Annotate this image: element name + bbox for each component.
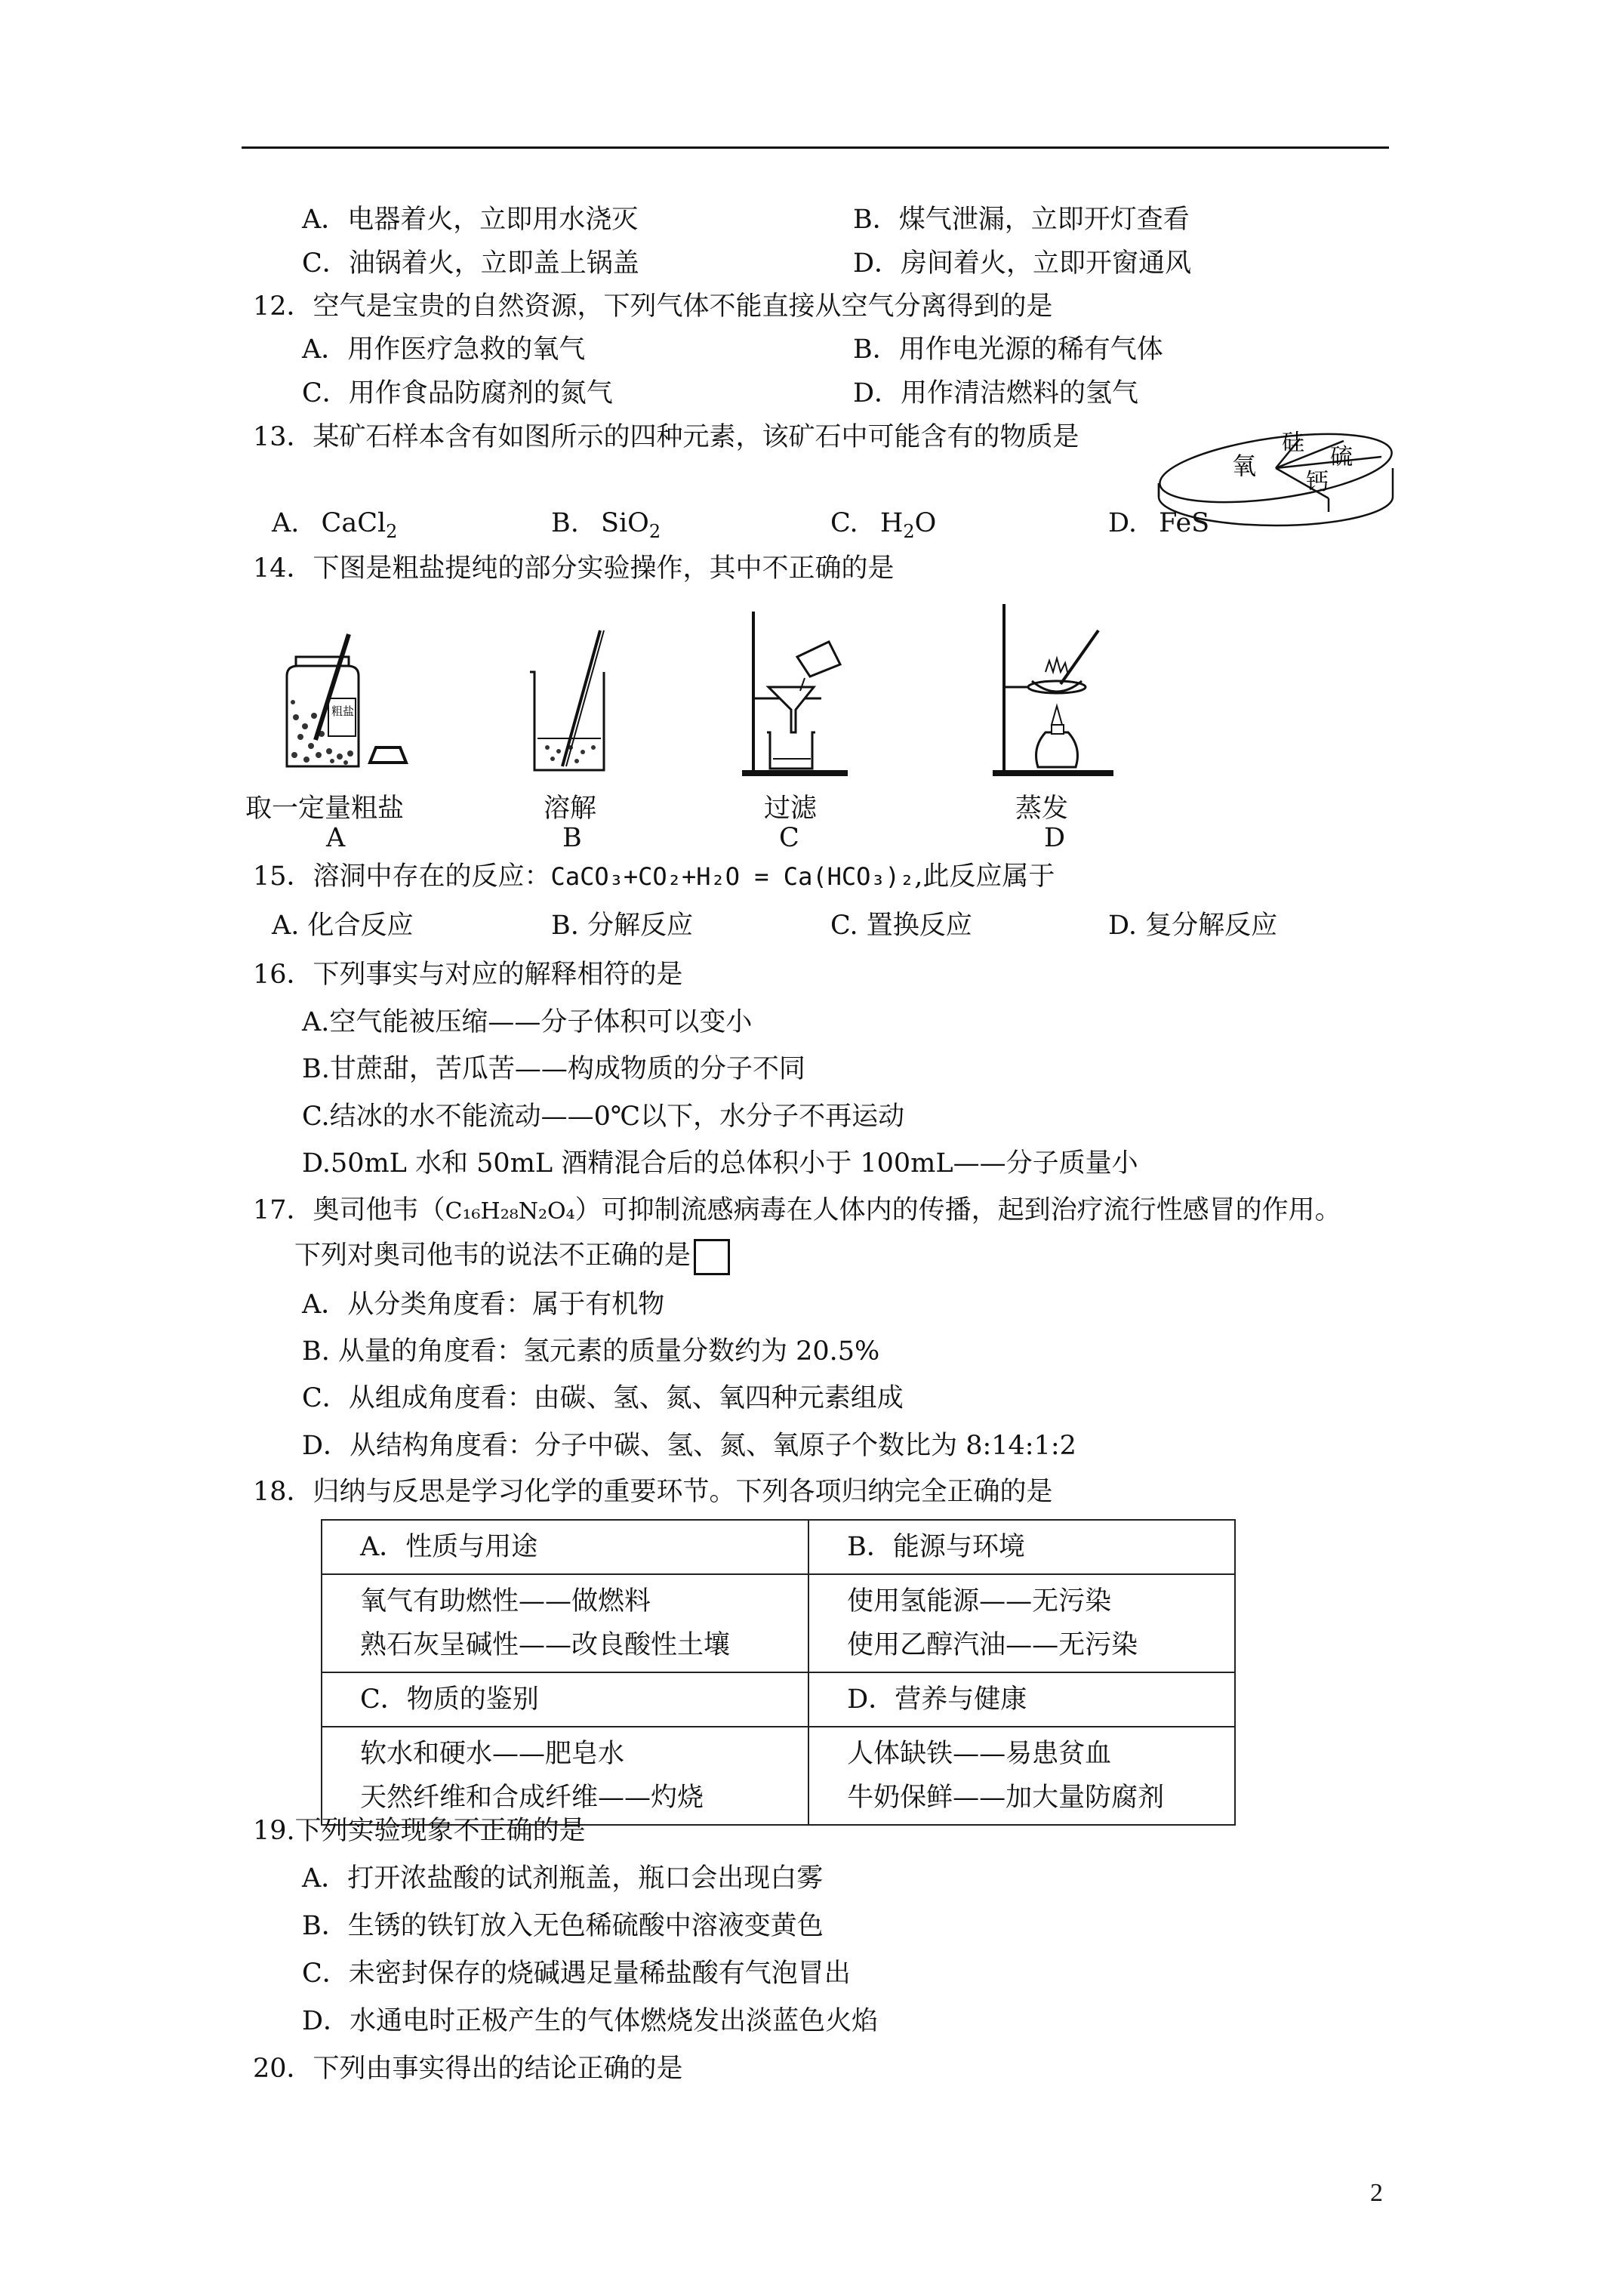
q13-option-d-formula: FeS [1159,508,1210,538]
q20-stem: 20．下列由事实得出的结论正确的是 [253,2054,683,2084]
q16-option-b: B.甘蔗甜，苦瓜苦——构成物质的分子不同 [302,1054,805,1084]
cell-a-body [322,1574,808,1672]
q12-option-b: B．用作电光源的稀有气体 [853,334,1163,365]
q17-option-a: A．从分类角度看：属于有机物 [302,1290,665,1320]
q12-stem: 12．空气是宝贵的自然资源，下列气体不能直接从空气分离得到的是 [253,291,1053,322]
element-pie-chart [1155,415,1397,521]
header-rule [242,146,1389,149]
q13-stem: 13．某矿石样本含有如图所示的四种元素，该矿石中可能含有的物质是 [253,422,1079,452]
cell-c-line1: 软水和硬水——肥皂水 [360,1739,625,1769]
q16-option-d: D.50mL 水和 50mL 酒精混合后的总体积小于 100mL——分子质量小 [302,1148,1138,1179]
pie-label-calcium: 钙 [1306,469,1329,495]
page-number: 2 [1370,2179,1383,2207]
figure-a-caption: 取一定量粗盐 [245,794,405,824]
q13-option-c-label: C. [830,508,858,538]
q16-option-c: C.结冰的水不能流动——0℃以下，水分子不再运动 [302,1102,905,1132]
jar-label: 粗盐 [331,704,355,718]
q13-option-c-sub: 2 [903,521,915,542]
q14-stem: 14．下图是粗盐提纯的部分实验操作，其中不正确的是 [253,553,895,584]
q13-option-a-formula: CaCl [321,508,387,538]
q13-option-b-label: B. [551,508,579,538]
q19-option-a: A．打开浓盐酸的试剂瓶盖，瓶口会出现白雾 [302,1863,824,1894]
cell-d-line1: 人体缺铁——易患贫血 [847,1739,1112,1769]
table-row [322,1520,1235,1574]
q13-option-d [1108,506,1209,541]
q15-option-d: D. 复分解反应 [1108,911,1278,941]
cell-d-line2: 牛奶保鲜——加大量防腐剂 [847,1783,1165,1813]
cell-c-line2: 天然纤维和合成纤维——灼烧 [360,1783,704,1813]
figure-take-salt [279,627,415,778]
q13-option-c-rest: O [914,508,937,538]
cell-b-line2: 使用乙醇汽油——无污染 [847,1630,1138,1660]
answer-box [694,1239,730,1275]
q17-stem-tail: ）可抑制流感病毒在人体内的传播，起到治疗流行性感冒的作用。 [574,1195,1341,1225]
q11-option-c: C．油锅着火，立即盖上锅盖 [302,248,639,279]
figure-dissolve [521,627,619,778]
pie-label-silicon: 硅 [1282,430,1304,456]
pie-label-sulfur: 硫 [1330,444,1353,470]
q17-stem-line2 [294,1238,730,1275]
figure-d-caption: 蒸发 [1015,794,1069,824]
cell-a-line2: 熟石灰呈碱性——改良酸性土壤 [360,1630,731,1660]
figure-evaporate [985,596,1121,778]
table-row [322,1672,1235,1727]
table-row [322,1574,1235,1672]
cell-c-body [322,1727,808,1825]
figure-c-caption: 过滤 [764,794,818,824]
figure-c-letter: C [779,823,799,853]
figure-b-caption: 溶解 [544,794,597,824]
q16-option-a: A.空气能被压缩——分子体积可以变小 [302,1007,753,1037]
q19-stem: 19.下列实验现象不正确的是 [253,1816,586,1846]
q15-option-a: A. 化合反应 [272,911,414,941]
q17-option-c: C．从组成角度看：由碳、氢、氮、氧四种元素组成 [302,1383,904,1413]
q15-option-c: C. 置换反应 [830,911,972,941]
cell-b-head: B．能源与环境 [808,1520,1235,1574]
q13-option-a-label: A. [272,508,300,538]
figure-filter [738,604,852,778]
cell-d-head: D．营养与健康 [808,1672,1235,1727]
cell-a-head: A．性质与用途 [322,1520,808,1574]
cell-d-body [808,1727,1235,1825]
q12-option-d: D．用作清洁燃料的氢气 [853,378,1139,408]
q19-option-b: B．生锈的铁钉放入无色稀硫酸中溶液变黄色 [302,1911,824,1941]
q13-option-a [272,506,397,541]
cell-c-head: C．物质的鉴别 [322,1672,808,1727]
cell-b-line1: 使用氢能源——无污染 [847,1586,1112,1616]
q12-option-a: A．用作医疗急救的氧气 [302,334,586,365]
q18-stem: 18．归纳与反思是学习化学的重要环节。下列各项归纳完全正确的是 [253,1477,1053,1507]
q15-option-b: B. 分解反应 [551,911,693,941]
pie-label-oxygen: 氧 [1232,451,1257,480]
table-row [322,1727,1235,1825]
q15-stem-tail: ,此反应属于 [914,861,1055,892]
q17-stem2-text: 下列对奥司他韦的说法不正确的是 [294,1240,691,1271]
q13-option-b-sub: 2 [648,521,661,542]
q11-option-d: D．房间着火，立即开窗通风 [853,248,1192,279]
q19-option-d: D．水通电时正极产生的气体燃烧发出淡蓝色火焰 [302,2006,879,2036]
q11-option-a: A．电器着火，立即用水浇灭 [302,205,639,235]
q13-option-c-formula: H [879,508,904,538]
cell-a-line1: 氧气有助燃性——做燃料 [360,1586,651,1616]
summary-table [321,1519,1236,1826]
q13-option-d-label: D. [1108,508,1137,538]
q13-option-a-sub: 2 [386,521,398,542]
q13-option-b [551,506,661,541]
q16-stem: 16．下列事实与对应的解释相符的是 [253,960,683,990]
cell-b-body [808,1574,1235,1672]
q12-option-c: C．用作食品防腐剂的氮气 [302,378,613,408]
figure-d-letter: D [1044,823,1066,853]
q15-stem-lead: 15．溶洞中存在的反应： [253,861,551,892]
q19-option-c: C．未密封保存的烧碱遇足量稀盐酸有气泡冒出 [302,1959,851,1989]
q17-stem-lead: 17．奥司他韦（ [253,1195,445,1225]
q13-option-c [830,506,936,541]
q17-stem [253,1193,1341,1229]
figure-b-letter: B [562,823,582,853]
q15-stem [253,859,1055,894]
q15-equation: CaCO₃+CO₂+H₂O = Ca(HCO₃)₂ [550,862,915,891]
q13-option-b-formula: SiO [601,508,649,538]
q17-option-d: D．从结构角度看：分子中碳、氢、氮、氧原子个数比为 8:14:1:2 [302,1431,1076,1461]
figure-a-letter: A [326,823,346,853]
q17-formula: C₁₆H₂₈N₂O₄ [445,1198,575,1225]
q11-option-b: B．煤气泄漏，立即开灯查看 [853,205,1190,235]
q17-option-b: B. 从量的角度看：氢元素的质量分数约为 20.5% [302,1336,880,1367]
